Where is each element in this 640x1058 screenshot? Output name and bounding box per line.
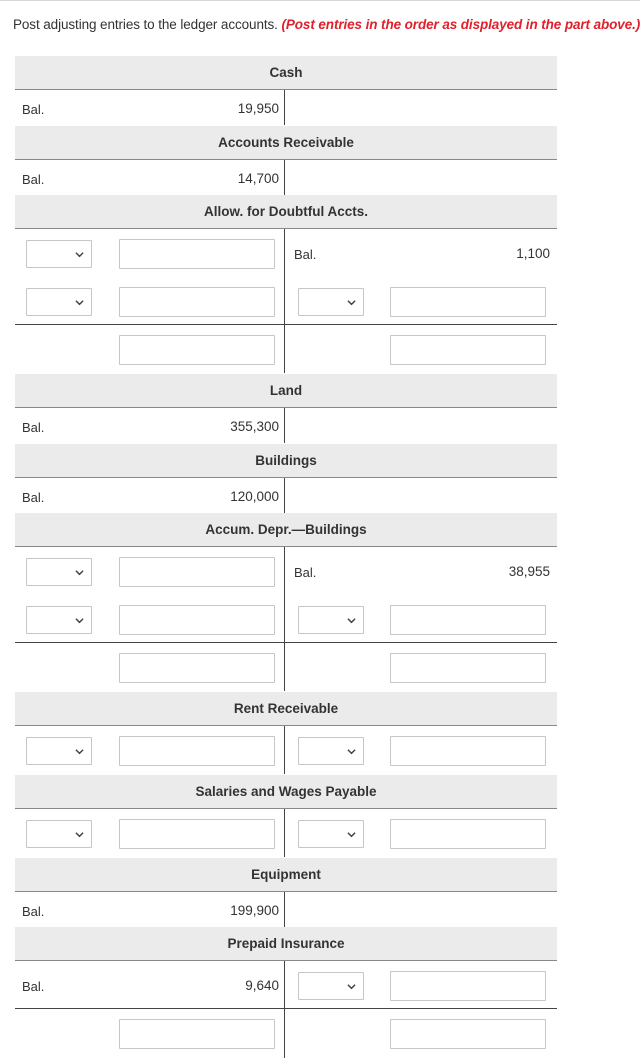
- credit-entry-select[interactable]: [298, 972, 364, 1000]
- credit-total-input[interactable]: [390, 335, 546, 365]
- account-title-land: Land: [15, 374, 557, 408]
- t-account-divider: [284, 892, 285, 927]
- debit-total-input[interactable]: [119, 653, 275, 683]
- debit-balance-label: Bal.: [22, 420, 45, 435]
- credit-entry-select[interactable]: [298, 820, 364, 848]
- debit-amount-input[interactable]: [119, 239, 275, 269]
- total-line: [15, 642, 557, 643]
- credit-amount-input[interactable]: [390, 605, 546, 635]
- t-account-divider: [284, 408, 285, 443]
- debit-total-input[interactable]: [119, 335, 275, 365]
- debit-balance-amount: 14,700: [237, 171, 279, 186]
- chevron-down-icon: [75, 298, 84, 307]
- credit-amount-input[interactable]: [390, 819, 546, 849]
- account-title-rent-receivable: Rent Receivable: [15, 692, 557, 726]
- credit-total-input[interactable]: [390, 1019, 546, 1049]
- credit-entry-select[interactable]: [298, 737, 364, 765]
- total-line: [15, 324, 557, 325]
- chevron-down-icon: [75, 830, 84, 839]
- debit-entry-select[interactable]: [26, 606, 92, 634]
- chevron-down-icon: [75, 747, 84, 756]
- debit-balance-label: Bal.: [22, 172, 45, 187]
- t-account-divider: [284, 726, 285, 774]
- debit-amount-input[interactable]: [119, 557, 275, 587]
- t-account-divider: [284, 478, 285, 513]
- debit-balance-label: Bal.: [22, 490, 45, 505]
- account-title-salaries-wages-payable: Salaries and Wages Payable: [15, 775, 557, 809]
- debit-entry-select[interactable]: [26, 558, 92, 586]
- t-account-divider: [284, 961, 285, 1058]
- debit-entry-select[interactable]: [26, 737, 92, 765]
- credit-amount-input[interactable]: [390, 971, 546, 1001]
- account-title-cash: Cash: [15, 56, 557, 90]
- debit-amount-input[interactable]: [119, 605, 275, 635]
- instruction-text: Post adjusting entries to the ledger accounts.: [13, 17, 278, 32]
- credit-balance-amount: 38,955: [508, 564, 550, 579]
- debit-balance-amount: 199,900: [230, 903, 279, 918]
- chevron-down-icon: [347, 747, 356, 756]
- debit-balance-label: Bal.: [22, 102, 45, 117]
- credit-amount-input[interactable]: [390, 736, 546, 766]
- chevron-down-icon: [75, 250, 84, 259]
- debit-balance-amount: 120,000: [230, 489, 279, 504]
- account-title-accounts-receivable: Accounts Receivable: [15, 126, 557, 160]
- debit-balance-amount: 19,950: [237, 101, 279, 116]
- debit-entry-select[interactable]: [26, 820, 92, 848]
- credit-balance-label: Bal.: [294, 247, 317, 262]
- t-account-divider: [284, 90, 285, 125]
- instruction-note: (Post entries in the order as displayed in the part above.): [281, 17, 640, 32]
- chevron-down-icon: [347, 982, 356, 991]
- debit-balance-amount: 355,300: [230, 419, 279, 434]
- credit-amount-input[interactable]: [390, 287, 546, 317]
- account-title-accum-depr-buildings: Accum. Depr.—Buildings: [15, 513, 557, 547]
- chevron-down-icon: [347, 298, 356, 307]
- debit-amount-input[interactable]: [119, 819, 275, 849]
- debit-entry-select[interactable]: [26, 288, 92, 316]
- debit-amount-input[interactable]: [119, 736, 275, 766]
- account-title-prepaid-insurance: Prepaid Insurance: [15, 927, 557, 961]
- instruction: [13, 17, 640, 32]
- credit-balance-amount: 1,100: [516, 246, 550, 261]
- debit-balance-label: Bal.: [22, 904, 45, 919]
- credit-entry-select[interactable]: [298, 606, 364, 634]
- t-account-divider: [284, 229, 285, 373]
- credit-total-input[interactable]: [390, 653, 546, 683]
- credit-entry-select[interactable]: [298, 288, 364, 316]
- debit-balance-amount: 9,640: [245, 978, 279, 993]
- total-line: [15, 1008, 557, 1009]
- chevron-down-icon: [347, 616, 356, 625]
- top-divider: [0, 0, 640, 1]
- credit-balance-label: Bal.: [294, 565, 317, 580]
- account-title-equipment: Equipment: [15, 858, 557, 892]
- t-account-divider: [284, 160, 285, 195]
- debit-amount-input[interactable]: [119, 287, 275, 317]
- chevron-down-icon: [75, 616, 84, 625]
- chevron-down-icon: [75, 568, 84, 577]
- account-title-allowance-doubtful: Allow. for Doubtful Accts.: [15, 195, 557, 229]
- t-account-divider: [284, 547, 285, 691]
- account-title-buildings: Buildings: [15, 444, 557, 478]
- debit-balance-label: Bal.: [22, 979, 45, 994]
- debit-entry-select[interactable]: [26, 240, 92, 268]
- t-account-divider: [284, 809, 285, 857]
- chevron-down-icon: [347, 830, 356, 839]
- debit-total-input[interactable]: [119, 1019, 275, 1049]
